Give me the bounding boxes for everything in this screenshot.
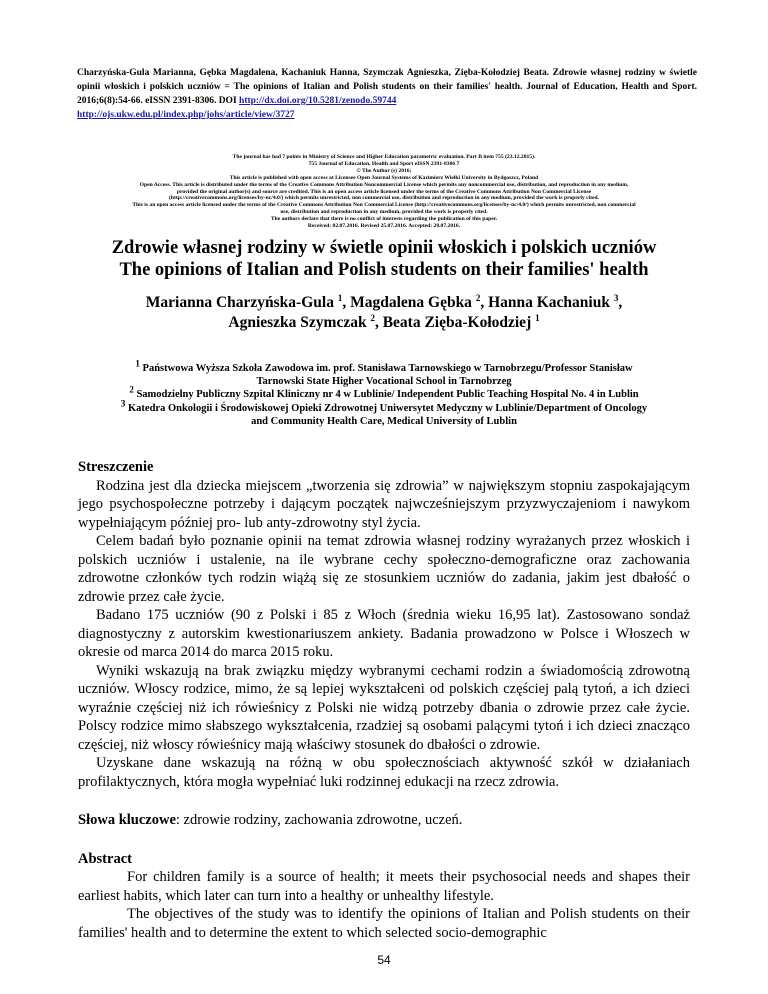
notice-line: 755 Journal of Education, Health and Sport eISSN 2391-8306 7	[308, 160, 460, 167]
abstract-paragraph: The objectives of the study was to identify the opinions of Italian and Polish students on their families' health and to determine the extent to which selected socio-demographic	[78, 906, 690, 941]
streszczenie-paragraph: Celem badań było poznanie opinii na temat zdrowia własnej rodziny wyrażanych przez włoskich i polskich uczniów i ustalenie, na ile wybrane cechy społeczno-demograficzne oraz zachowania zdrowotne członków tych rodzin wiążą się ze stosunkiem uczniów do zadania, jakim jest dbałość o zdrowie przez całe życie.	[78, 533, 690, 605]
author-affil-mark: 1	[337, 292, 343, 303]
notice-line: Open Access. This article is distributed under the terms of the Creative Commons Attribution Noncommercial License which permits any noncommercial use, distribution, and reproduction in any medium,	[139, 181, 629, 188]
author-separator: ,	[342, 294, 351, 311]
notice-line: use, distribution and reproduction in any medium, provided the work is properly cited.	[280, 209, 488, 216]
notice-line: The journal has had 7 points in Ministry of Science and Higher Education parametric evaluation. Part B item 755 (23.12.2015).	[232, 154, 536, 160]
affiliation-number: 2	[129, 384, 134, 395]
doi-link[interactable]: http://dx.doi.org/10.5281/zenodo.59744	[239, 96, 397, 106]
notice-line: This is an open access article licensed under the terms of the Creative Commons Attribution Non Commercial License (http://creativecommons.org/licenses/by-nc/4.0/) which permits unrestricted, non commercial	[132, 202, 636, 209]
author-line-1	[60, 293, 708, 313]
keywords	[78, 811, 690, 830]
affiliation-number: 1	[135, 358, 140, 369]
author-list	[60, 293, 708, 333]
author-affil-mark: 2	[475, 292, 481, 303]
affiliation-2	[70, 384, 698, 401]
citation-block	[77, 66, 697, 122]
affiliation-1	[70, 358, 698, 388]
article-title	[40, 237, 728, 281]
affiliation-text: Samodzielny Publiczny Szpital Kliniczny nr 4 w Lublinie/ Independent Public Teaching Hospital No. 4 in Lublin	[136, 389, 639, 401]
streszczenie-paragraph: Badano 175 uczniów (90 z Polski i 85 z Włoch (średnia wieku 16,95 lat). Zastosowano sondaż diagnostyczny z autorskim kwestionariuszem ankiety. Badania prowadzono w Polsce i Włoszech w okresie od marca 2014 do marca 2015 roku.	[78, 607, 690, 660]
author-affil-mark: 2	[370, 312, 375, 323]
affiliations	[70, 358, 698, 428]
notice-line: Received: 02.07.2016. Revised 25.07.2016. Accepted: 28.07.2016.	[307, 223, 461, 230]
affiliation-3	[70, 398, 698, 428]
affiliation-text: Państwowa Wyższa Szkoła Zawodowa im. prof. Stanisława Tarnowskiego w Tarnobrzegu/Professor Stanisław	[142, 363, 633, 374]
notice-line: The authors declare that there is no conflict of interests regarding the publication of this paper.	[270, 216, 498, 223]
citation-text: Charzyńska-Gula Marianna, Gębka Magdalena, Kachaniuk Hanna, Szymczak Agnieszka, Zięba-Kołodziej Beata. Zdrowie własnej rodziny w świetle opinii włoskich i polskich uczniów = The opinions of Italian and Polish students on their families' health. Journal of Education, Health and Sport. 2016;6(8):54-66. eISSN 2391-8306. DOI	[77, 68, 697, 106]
author-line-2	[60, 313, 708, 333]
notice-line: © The Author (s) 2016;	[356, 167, 412, 174]
affiliation-number: 3	[120, 398, 126, 409]
author-separator: ,	[480, 294, 489, 311]
title-polish: Zdrowie własnej rodziny w świetle opinii włoskich i polskich uczniów	[111, 238, 657, 258]
author-separator: ,	[374, 314, 383, 331]
notice-line: This article is published with open access at Licensee Open Journal Systems of Kazimierz Wielki University in Bydgoszcz, Poland	[229, 174, 539, 181]
abstract-heading: Abstract	[78, 850, 132, 867]
author-name: Marianna Charzyńska-Gula	[145, 294, 338, 311]
notice-line: provided the original author(s) and source are credited. This is an open access article licensed under the terms of the Creative Commons Attribution Non Commercial License	[176, 188, 592, 195]
author-name: Magdalena Gębka	[350, 294, 476, 311]
streszczenie-paragraph: Wyniki wskazują na brak związku między wybranymi cechami rodzin a świadomością zdrowotną uczniów. Włoscy rodzice, mimo, że są lepiej wykształceni od polskich częściej palą tytoń, a ich dzieci wyraźnie częściej niż ich rówieśnicy z Polski nie widzą potrzeby dbania o zdrowie przez całe życie. Polscy rodzice mimo słabszego wykształcenia, rzadziej są osobami palącymi tytoń i ich dzieci znacząco częściej, niż włoscy rówieśnicy mają właściwy stosunek do dbałości o zdrowie.	[78, 662, 690, 753]
author-separator: ,	[618, 294, 623, 311]
abstract-paragraph: For children family is a source of health; it meets their psychosocial needs and shapes their earliest habits, which later can turn into a healthy or unhealthy lifestyle.	[78, 869, 690, 904]
author-name: Agnieszka Szymczak	[228, 314, 371, 331]
license-notice	[30, 154, 738, 230]
keywords-text: : zdrowie rodziny, zachowania zdrowotne, uczeń.	[175, 812, 463, 828]
streszczenie-paragraph: Rodzina jest dla dziecka miejscem „tworzenia się zdrowia” w największym stopniu zaspokajającym jego psychospołeczne potrzeby i dającym początek najwcześniejszym przyzwyczajeniom i nawykom wypełniającym później pro- lub anty-zdrowotny styl życia.	[78, 477, 690, 531]
author-name: Hanna Kachaniuk	[488, 294, 614, 311]
author-name: Beata Zięba-Kołodziej	[382, 314, 536, 331]
title-english: The opinions of Italian and Polish students on their families' health	[119, 260, 649, 280]
page-number: 54	[377, 953, 391, 967]
affiliation-text: Tarnowski State Higher Vocational School in Tarnobrzeg	[256, 376, 512, 388]
author-affil-mark: 1	[535, 312, 540, 323]
author-affil-mark: 3	[613, 292, 619, 303]
affiliation-text: and Community Health Care, Medical University of Lublin	[251, 415, 517, 427]
affiliation-text: Katedra Onkologii i Środowiskowej Opieki Zdrowotnej Uniwersytet Medyczny w Lublinie/Department of Oncology	[128, 402, 648, 414]
notice-line: (http://creativecommons.org/licenses/by-nc/4.0/) which permits unrestricted, non commercial use, distribution and reproduction in any medium, provided the work is properly cited.	[169, 195, 599, 202]
article-body	[78, 458, 690, 942]
keywords-label: Słowa kluczowe	[78, 812, 176, 828]
article-url-link[interactable]: http://ojs.ukw.edu.pl/index.php/johs/article/view/3727	[77, 110, 295, 120]
streszczenie-paragraph: Uzyskane dane wskazują na różną w obu społecznościach aktywność szkół w działaniach profilaktycznych, która mogła wypełniać luki rodzinnej edukacji na rzecz zdrowia.	[78, 755, 690, 790]
streszczenie-heading: Streszczenie	[78, 459, 154, 475]
